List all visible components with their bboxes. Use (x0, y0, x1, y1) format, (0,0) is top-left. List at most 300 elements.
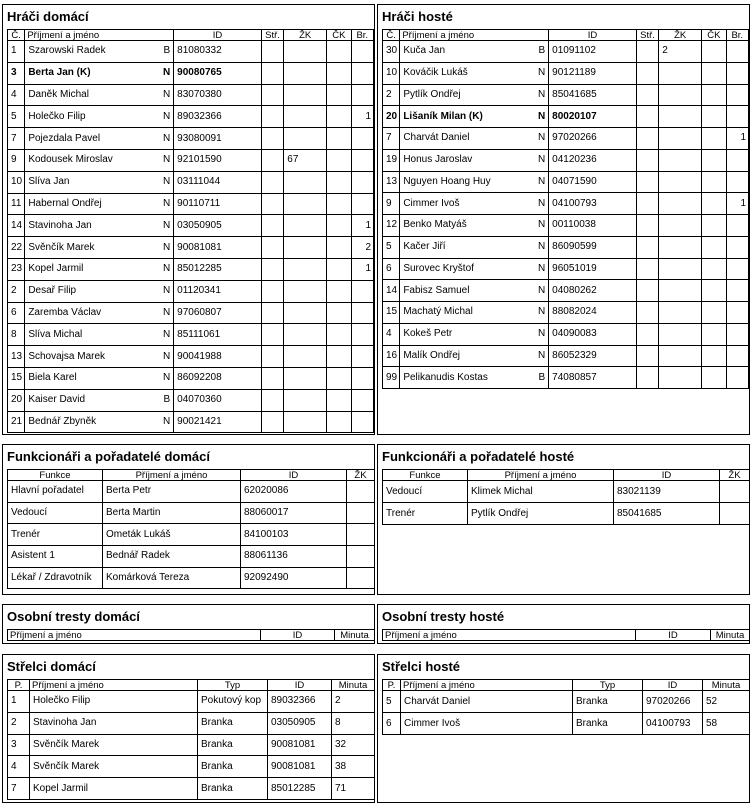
player-number: 21 (8, 411, 25, 433)
player-ck (702, 280, 726, 302)
official-row (8, 502, 375, 524)
scorers-home-title: Střelci domácí (7, 659, 96, 674)
player-number: 20 (383, 106, 400, 128)
player-name-cell (25, 302, 174, 324)
player-name: Pytlík Ondřej (403, 88, 461, 100)
player-name: Kováčik Lukáš (403, 67, 468, 79)
player-name-cell (25, 106, 174, 128)
player-status: N (162, 197, 171, 209)
player-br (726, 84, 748, 106)
player-row (383, 84, 749, 106)
player-name: Daněk Michal (28, 88, 89, 100)
official-row (8, 546, 375, 568)
player-status: N (162, 88, 171, 100)
player-name-cell (25, 280, 174, 302)
player-number: 3 (8, 62, 25, 84)
scorer-row (383, 713, 750, 735)
player-str (261, 346, 283, 368)
player-status: B (538, 371, 546, 383)
official-zk (347, 524, 375, 546)
player-status: N (537, 262, 546, 274)
player-row (383, 302, 749, 324)
player-name: Habernal Ondřej (28, 197, 102, 209)
scorer-name: Svěnčík Marek (30, 734, 198, 756)
player-str (261, 280, 283, 302)
player-ck (327, 237, 351, 259)
player-name: Fabisz Samuel (403, 284, 470, 296)
scorer-order: 7 (8, 778, 30, 800)
player-number: 8 (8, 324, 25, 346)
player-number: 23 (8, 258, 25, 280)
player-number: 99 (383, 367, 400, 389)
official-zk (720, 481, 750, 503)
player-row (8, 302, 374, 324)
player-number: 30 (383, 41, 400, 63)
player-name: Benko Matyáš (403, 219, 467, 231)
player-status: N (537, 284, 546, 296)
scorer-type: Branka (198, 756, 268, 778)
player-br (726, 323, 748, 345)
player-number: 9 (383, 193, 400, 215)
player-name-cell (25, 193, 174, 215)
player-name-cell (400, 84, 549, 106)
player-zk (284, 367, 327, 389)
player-zk: 67 (284, 149, 327, 171)
col-id: ID (268, 680, 332, 691)
player-ck (327, 215, 351, 237)
player-zk (659, 62, 702, 84)
player-zk (284, 237, 327, 259)
player-row (8, 237, 374, 259)
official-role: Vedoucí (8, 502, 103, 524)
player-str (636, 41, 658, 63)
player-ck (327, 389, 351, 411)
col-id: ID (261, 630, 335, 641)
official-id: 88060017 (241, 502, 347, 524)
player-status: N (537, 154, 546, 166)
player-id: 90081081 (174, 237, 262, 259)
col-zk: ŽK (659, 30, 702, 41)
player-row (383, 149, 749, 171)
player-br (351, 62, 373, 84)
player-name: Pelikanudis Kostas (403, 371, 488, 383)
player-number: 14 (8, 215, 25, 237)
scorer-id: 89032366 (268, 691, 332, 713)
player-name: Berta Jan (K) (28, 67, 91, 79)
player-number: 4 (383, 323, 400, 345)
player-zk (659, 280, 702, 302)
player-ck (327, 128, 351, 150)
player-ck (702, 236, 726, 258)
player-id: 04070360 (174, 389, 262, 411)
player-id: 01091102 (549, 41, 637, 63)
player-ck (702, 84, 726, 106)
player-name: Kuča Jan (403, 45, 446, 57)
player-name-cell (25, 258, 174, 280)
player-name-cell (400, 302, 549, 324)
player-name-cell (25, 128, 174, 150)
player-row (383, 258, 749, 280)
official-id: 92092490 (241, 567, 347, 589)
scorer-order: 1 (8, 691, 30, 713)
player-str (261, 324, 283, 346)
officials-away-table (382, 469, 750, 525)
player-name: Pojezdala Pavel (28, 132, 101, 144)
player-br (726, 258, 748, 280)
official-id: 83021139 (614, 481, 720, 503)
scorer-type: Branka (198, 712, 268, 734)
scorer-order: 6 (383, 713, 401, 735)
official-role: Asistent 1 (8, 546, 103, 568)
player-number: 5 (383, 236, 400, 258)
player-number: 15 (383, 302, 400, 324)
player-row (8, 367, 374, 389)
player-number: 5 (8, 106, 25, 128)
player-status: N (537, 67, 546, 79)
scorer-row (8, 778, 375, 800)
players-away-title: Hráči hosté (382, 9, 453, 24)
player-str (261, 237, 283, 259)
col-name: Příjmení a jméno (8, 630, 261, 641)
player-status: N (162, 110, 171, 122)
col-role: Funkce (8, 470, 103, 481)
player-status: N (162, 132, 171, 144)
player-zk (284, 84, 327, 106)
player-row (383, 193, 749, 215)
player-name: Bednář Zbyněk (28, 415, 97, 427)
player-br (351, 280, 373, 302)
player-br (351, 302, 373, 324)
player-name-cell (400, 193, 549, 215)
player-number: 7 (383, 128, 400, 150)
player-ck (327, 62, 351, 84)
player-zk (284, 62, 327, 84)
player-zk (284, 128, 327, 150)
player-status: N (537, 88, 546, 100)
player-row (8, 280, 374, 302)
official-role: Vedoucí (383, 481, 468, 503)
penalties-home-title: Osobní tresty domácí (7, 609, 140, 624)
players-away-panel (377, 4, 750, 435)
official-row (383, 481, 750, 503)
player-zk (284, 324, 327, 346)
player-status: N (537, 241, 546, 253)
player-ck (702, 41, 726, 63)
player-name: Slíva Michal (28, 328, 83, 340)
player-str (261, 193, 283, 215)
player-status: N (537, 328, 546, 340)
player-br (351, 84, 373, 106)
player-row (383, 280, 749, 302)
player-str (261, 171, 283, 193)
player-zk (659, 367, 702, 389)
col-name: Příjmení a jméno (383, 630, 636, 641)
player-ck (327, 367, 351, 389)
player-name: Kodousek Miroslav (28, 154, 113, 166)
player-number: 19 (383, 149, 400, 171)
player-str (636, 215, 658, 237)
scorer-name: Kopel Jarmil (30, 778, 198, 800)
player-number: 4 (8, 84, 25, 106)
player-status: N (162, 263, 171, 275)
scorer-order: 5 (383, 691, 401, 713)
player-str (261, 389, 283, 411)
official-role: Lékař / Zdravotník (8, 567, 103, 589)
player-status: N (162, 328, 171, 340)
player-name: Stavinoha Jan (28, 219, 92, 231)
col-id: ID (549, 30, 637, 41)
official-role: Trenér (383, 503, 468, 525)
player-ck (702, 345, 726, 367)
player-name: Kopel Jarmil (28, 263, 84, 275)
player-status: N (162, 372, 171, 384)
player-br (726, 171, 748, 193)
scorer-type: Branka (573, 713, 643, 735)
player-str (636, 149, 658, 171)
player-name-cell (25, 411, 174, 433)
official-id: 88061136 (241, 546, 347, 568)
scorer-name: Charvát Daniel (401, 691, 573, 713)
scorer-name: Holečko Filip (30, 691, 198, 713)
scorers-away-title: Střelci hosté (382, 659, 461, 674)
player-br (351, 128, 373, 150)
player-name-cell (400, 236, 549, 258)
official-row (8, 524, 375, 546)
col-name: Příjmení a jméno (103, 470, 241, 481)
player-ck (702, 193, 726, 215)
player-id: 83070380 (174, 84, 262, 106)
player-zk (284, 106, 327, 128)
player-zk (284, 346, 327, 368)
player-name-cell (25, 324, 174, 346)
player-str (261, 258, 283, 280)
player-name-cell (400, 171, 549, 193)
scorer-type: Branka (198, 778, 268, 800)
player-br (351, 389, 373, 411)
player-ck (327, 280, 351, 302)
scorers-home-table (7, 679, 375, 800)
player-status: N (162, 241, 171, 253)
player-br: 1 (726, 128, 748, 150)
player-br (726, 106, 748, 128)
player-row (8, 149, 374, 171)
player-id: 92101590 (174, 149, 262, 171)
player-ck (327, 302, 351, 324)
player-row (383, 345, 749, 367)
player-id: 04090083 (549, 323, 637, 345)
player-str (636, 367, 658, 389)
player-number: 10 (383, 62, 400, 84)
col-no: Č. (383, 30, 400, 41)
player-row (383, 41, 749, 63)
player-str (261, 215, 283, 237)
player-id: 90121189 (549, 62, 637, 84)
player-id: 03050905 (174, 215, 262, 237)
player-ck (327, 193, 351, 215)
player-str (261, 106, 283, 128)
player-id: 85012285 (174, 258, 262, 280)
col-p: P. (8, 680, 30, 691)
col-minute: Minuta (703, 680, 750, 691)
player-str (636, 106, 658, 128)
player-str (261, 302, 283, 324)
players-home-panel (2, 4, 375, 435)
player-br (726, 345, 748, 367)
col-name: Příjmení a jméno (468, 470, 614, 481)
player-ck (702, 323, 726, 345)
player-name-cell (400, 62, 549, 84)
player-str (636, 323, 658, 345)
player-ck (702, 171, 726, 193)
player-zk: 2 (659, 41, 702, 63)
officials-away-panel (377, 444, 750, 595)
player-id: 01120341 (174, 280, 262, 302)
player-ck (702, 302, 726, 324)
player-zk (659, 215, 702, 237)
col-role: Funkce (383, 470, 468, 481)
player-ck (327, 324, 351, 346)
penalties-home-panel (2, 604, 375, 644)
player-status: N (162, 176, 171, 188)
player-str (636, 62, 658, 84)
scorer-row (8, 712, 375, 734)
player-status: N (162, 219, 171, 231)
player-status: N (162, 154, 171, 166)
player-id: 90021421 (174, 411, 262, 433)
player-id: 80020107 (549, 106, 637, 128)
official-zk (347, 567, 375, 589)
player-ck (327, 346, 351, 368)
col-minute: Minuta (711, 630, 750, 641)
player-str (636, 258, 658, 280)
player-ck (702, 258, 726, 280)
player-name: Kaiser David (28, 394, 86, 406)
player-zk (284, 193, 327, 215)
player-id: 88082024 (549, 302, 637, 324)
official-row (8, 567, 375, 589)
player-br: 1 (351, 106, 373, 128)
scorer-row (8, 734, 375, 756)
col-p: P. (383, 680, 401, 691)
scorer-id: 90081081 (268, 756, 332, 778)
player-zk (284, 171, 327, 193)
player-str (261, 149, 283, 171)
player-zk (659, 323, 702, 345)
player-str (261, 128, 283, 150)
player-zk (284, 302, 327, 324)
players-away-table (382, 29, 749, 389)
player-name-cell (400, 149, 549, 171)
player-name: Kačer Jiří (403, 241, 446, 253)
player-zk (659, 345, 702, 367)
player-name-cell (400, 258, 549, 280)
player-zk (659, 193, 702, 215)
player-name: Surovec Kryštof (403, 262, 474, 274)
player-name-cell (25, 171, 174, 193)
official-name: Komárková Tereza (103, 567, 241, 589)
player-name: Szarowski Radek (28, 45, 106, 57)
player-id: 04080262 (549, 280, 637, 302)
player-br (726, 215, 748, 237)
player-zk (659, 236, 702, 258)
player-name-cell (25, 84, 174, 106)
player-zk (659, 106, 702, 128)
player-str (636, 345, 658, 367)
player-name: Zaremba Václav (28, 306, 102, 318)
col-id: ID (636, 630, 711, 641)
player-str (636, 128, 658, 150)
player-number: 13 (383, 171, 400, 193)
player-name: Nguyen Hoang Huy (403, 175, 491, 187)
official-zk (347, 502, 375, 524)
player-ck (327, 41, 351, 63)
officials-home-panel (2, 444, 375, 595)
scorer-name: Cimmer Ivoš (401, 713, 573, 735)
col-name: Příjmení a jméno (30, 680, 198, 691)
officials-home-title: Funkcionáři a pořadatelé domácí (7, 449, 210, 464)
players-home-table (7, 29, 374, 433)
player-str (636, 193, 658, 215)
player-id: 93080091 (174, 128, 262, 150)
player-row (8, 193, 374, 215)
player-ck (702, 215, 726, 237)
scorer-id: 03050905 (268, 712, 332, 734)
player-ck (702, 128, 726, 150)
player-number: 9 (8, 149, 25, 171)
player-id: 00110038 (549, 215, 637, 237)
player-row (8, 106, 374, 128)
player-str (636, 171, 658, 193)
player-id: 97020266 (549, 128, 637, 150)
player-row (8, 258, 374, 280)
player-id: 81080332 (174, 41, 262, 63)
player-name: Charvát Daniel (403, 132, 470, 144)
player-name: Kokeš Petr (403, 328, 453, 340)
player-name-cell (25, 41, 174, 63)
player-row (8, 411, 374, 433)
player-number: 6 (383, 258, 400, 280)
player-number: 1 (8, 41, 25, 63)
official-id: 62020086 (241, 481, 347, 503)
scorer-order: 3 (8, 734, 30, 756)
player-id: 86090599 (549, 236, 637, 258)
col-zk: ŽK (720, 470, 750, 481)
player-row (383, 323, 749, 345)
player-name: Biela Karel (28, 372, 77, 384)
player-ck (702, 367, 726, 389)
player-ck (327, 106, 351, 128)
scorer-row (383, 691, 750, 713)
player-br (726, 62, 748, 84)
player-zk (659, 258, 702, 280)
col-name: Příjmení a jméno (400, 30, 549, 41)
player-br: 1 (351, 215, 373, 237)
col-zk: ŽK (347, 470, 375, 481)
player-name-cell (400, 367, 549, 389)
col-no: Č. (8, 30, 25, 41)
player-str (636, 302, 658, 324)
col-ck: ČK (327, 30, 351, 41)
player-id: 90110711 (174, 193, 262, 215)
player-zk (284, 280, 327, 302)
player-row (8, 346, 374, 368)
player-status: N (537, 132, 546, 144)
officials-away-title: Funkcionáři a pořadatelé hosté (382, 449, 575, 464)
player-row (383, 106, 749, 128)
player-ck (327, 84, 351, 106)
player-br (351, 193, 373, 215)
scorer-type: Branka (573, 691, 643, 713)
